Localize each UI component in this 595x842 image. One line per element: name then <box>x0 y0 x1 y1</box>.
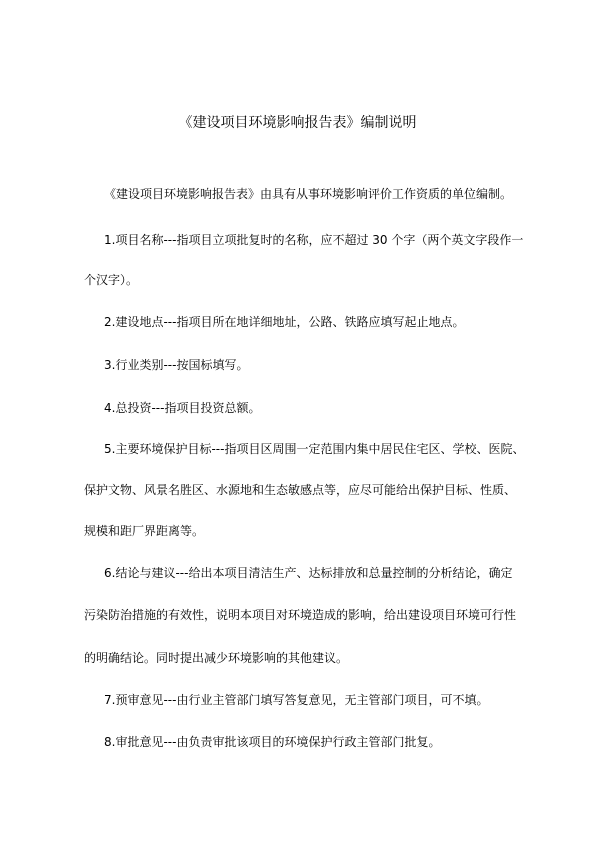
item-5-line-1: 5.主要环境保护目标---指项目区周围一定范围内集中居民住宅区、学校、医院、 <box>104 442 525 456</box>
item-4-line: 4.总投资---指项目投资总额。 <box>104 401 261 415</box>
item-6-line-3: 的明确结论。同时提出减少环境影响的其他建议。 <box>84 651 349 665</box>
document-title: 《建设项目环境影响报告表》编制说明 <box>178 115 417 131</box>
item-6-line-2: 污染防治措施的有效性，说明本项目对环境造成的影响，给出建设项目环境可行性 <box>84 608 517 622</box>
item-6-line-1: 6.结论与建议---给出本项目清洁生产、达标排放和总量控制的分析结论，确定 <box>104 566 513 580</box>
intro-line: 《建设项目环境影响报告表》由具有从事环境影响评价工作资质的单位编制。 <box>104 187 513 201</box>
item-7-line: 7.预审意见---由行业主管部门填写答复意见，无主管部门项目，可不填。 <box>104 693 489 707</box>
item-1-line-1: 1.项目名称---指项目立项批复时的名称，应不超过 30 个字（两个英文字段作一 <box>104 233 524 247</box>
item-5-line-2: 保护文物、风景名胜区、水源地和生态敏感点等，应尽可能给出保护目标、性质、 <box>84 483 517 497</box>
item-2-line: 2.建设地点---指项目所在地详细地址，公路、铁路应填写起止地点。 <box>104 315 465 329</box>
item-8-line: 8.审批意见---由负责审批该项目的环境保护行政主管部门批复。 <box>104 735 441 749</box>
item-5-line-3: 规模和距厂界距离等。 <box>84 524 205 538</box>
item-3-line: 3.行业类别---按国标填写。 <box>104 358 249 372</box>
item-1-line-2: 个汉字）。 <box>84 273 139 287</box>
